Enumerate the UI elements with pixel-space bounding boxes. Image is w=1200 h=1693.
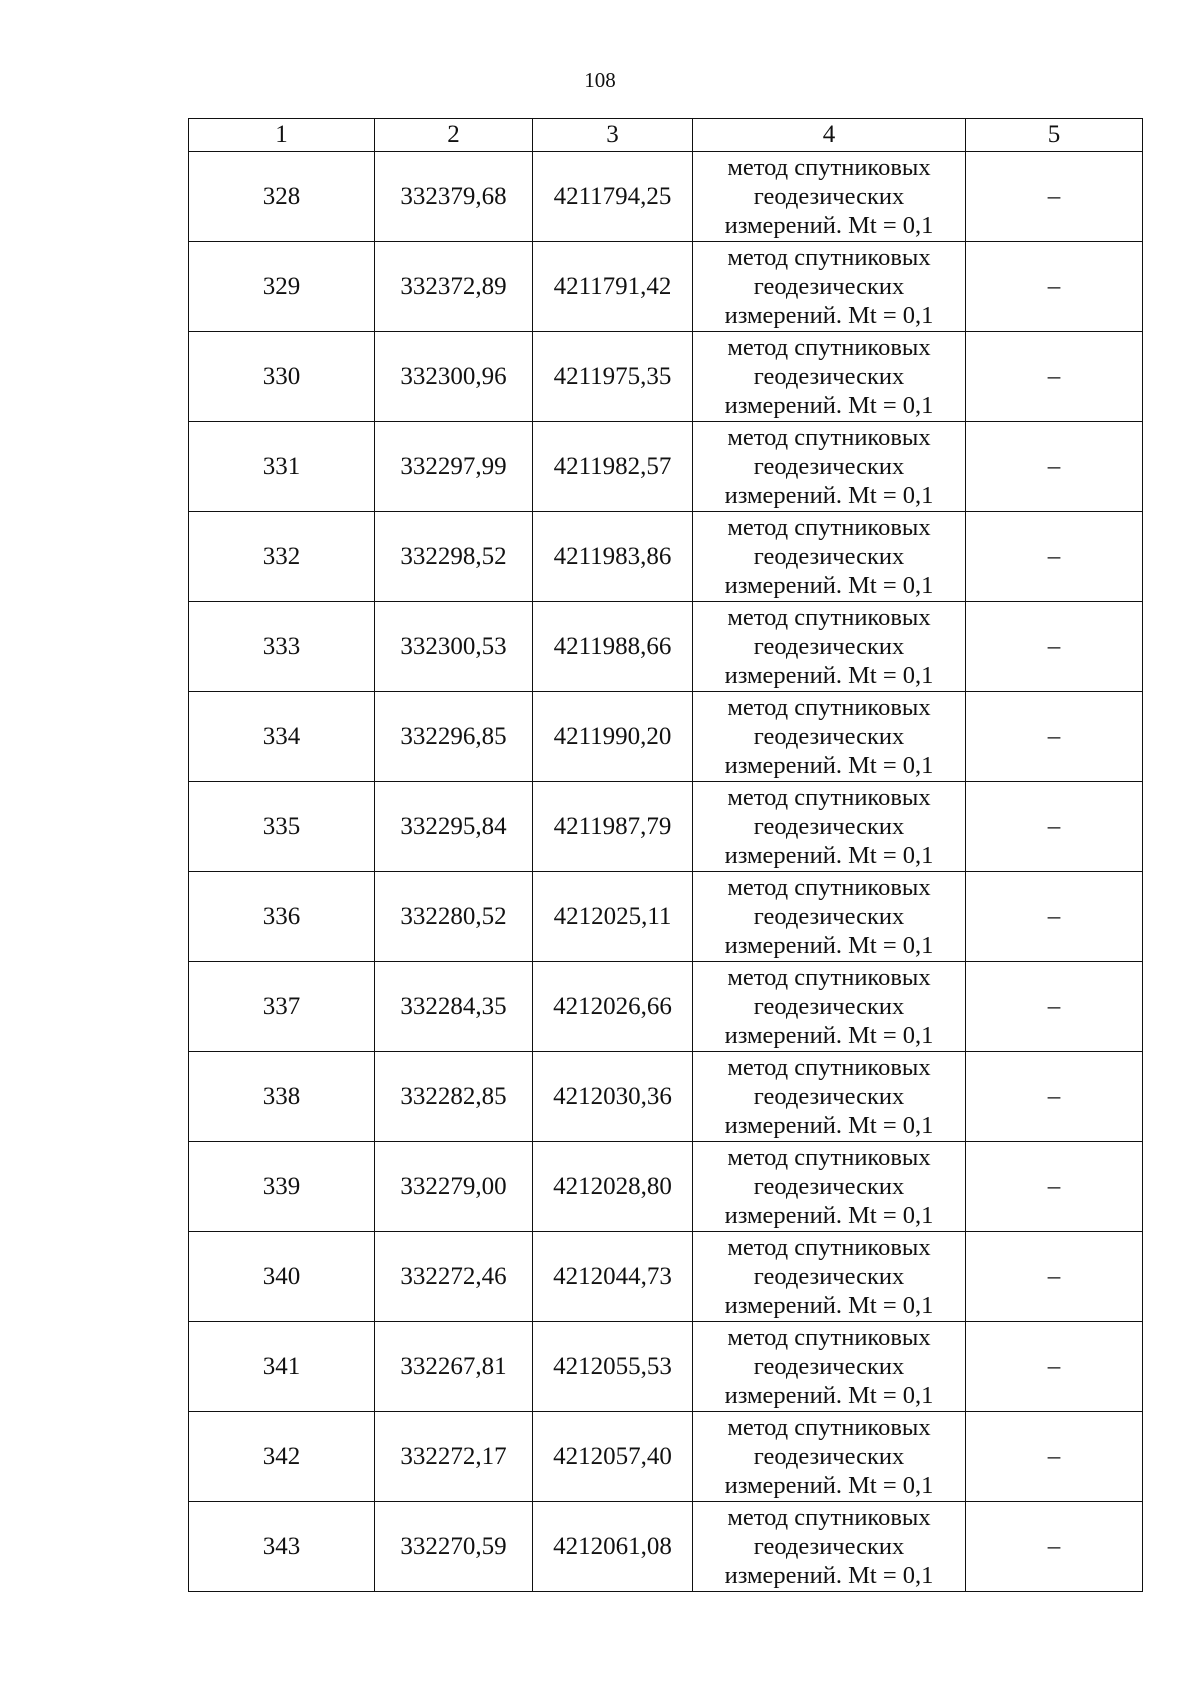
x-coordinate-cell: 332379,68 [375, 152, 533, 242]
point-number-cell: 334 [189, 692, 375, 782]
header-row [189, 119, 1143, 152]
page-number: 108 [584, 68, 616, 92]
table-row [189, 1052, 1143, 1142]
table-row [189, 242, 1143, 332]
method-cell [693, 1052, 966, 1142]
method-line: геодезических [753, 1173, 905, 1200]
method-line: метод спутниковых [727, 244, 931, 271]
y-coordinate-cell: 4211794,25 [533, 152, 693, 242]
method-cell [693, 422, 966, 512]
table-row [189, 602, 1143, 692]
note-cell: – [966, 1322, 1143, 1412]
method-line: метод спутниковых [727, 334, 931, 361]
note-cell: – [966, 332, 1143, 422]
x-coordinate-cell: 332282,85 [375, 1052, 533, 1142]
method-line: измерений. Mt = 0,1 [724, 1382, 934, 1409]
method-line: измерений. Mt = 0,1 [724, 1472, 934, 1499]
method-line: геодезических [753, 183, 905, 210]
method-cell [693, 1322, 966, 1412]
x-coordinate-cell: 332300,96 [375, 332, 533, 422]
method-line: метод спутниковых [727, 1504, 931, 1531]
table-row [189, 422, 1143, 512]
y-coordinate-cell: 4212044,73 [533, 1232, 693, 1322]
note-cell: – [966, 512, 1143, 602]
y-coordinate-cell: 4211982,57 [533, 422, 693, 512]
x-coordinate-cell: 332298,52 [375, 512, 533, 602]
point-number-cell: 338 [189, 1052, 375, 1142]
method-line: метод спутниковых [727, 424, 931, 451]
note-cell: – [966, 1232, 1143, 1322]
method-line: метод спутниковых [727, 1144, 931, 1171]
note-cell: – [966, 692, 1143, 782]
method-line: измерений. Mt = 0,1 [724, 932, 934, 959]
x-coordinate-cell: 332284,35 [375, 962, 533, 1052]
table-row [189, 962, 1143, 1052]
method-cell [693, 242, 966, 332]
method-line: измерений. Mt = 0,1 [724, 212, 934, 239]
note-cell: – [966, 422, 1143, 512]
note-cell: – [966, 152, 1143, 242]
method-line: геодезических [753, 633, 905, 660]
point-number-cell: 332 [189, 512, 375, 602]
method-cell [693, 152, 966, 242]
x-coordinate-cell: 332300,53 [375, 602, 533, 692]
table-row [189, 512, 1143, 602]
note-cell: – [966, 242, 1143, 332]
method-line: измерений. Mt = 0,1 [724, 1112, 934, 1139]
method-line: геодезических [753, 1533, 905, 1560]
method-cell [693, 1232, 966, 1322]
table-row [189, 1232, 1143, 1322]
x-coordinate-cell: 332372,89 [375, 242, 533, 332]
note-cell: – [966, 1502, 1143, 1592]
column-header-3: 3 [533, 119, 693, 152]
method-cell [693, 512, 966, 602]
method-line: измерений. Mt = 0,1 [724, 482, 934, 509]
method-line: метод спутниковых [727, 1324, 931, 1351]
y-coordinate-cell: 4211987,79 [533, 782, 693, 872]
method-line: геодезических [753, 273, 905, 300]
method-cell [693, 332, 966, 422]
method-line: измерений. Mt = 0,1 [724, 1562, 934, 1589]
y-coordinate-cell: 4211990,20 [533, 692, 693, 782]
x-coordinate-cell: 332295,84 [375, 782, 533, 872]
table-row [189, 1322, 1143, 1412]
point-number-cell: 343 [189, 1502, 375, 1592]
method-cell [693, 962, 966, 1052]
table-row [189, 872, 1143, 962]
note-cell: – [966, 1412, 1143, 1502]
point-number-cell: 337 [189, 962, 375, 1052]
method-line: геодезических [753, 1443, 905, 1470]
method-line: измерений. Mt = 0,1 [724, 1202, 934, 1229]
table-row [189, 332, 1143, 422]
y-coordinate-cell: 4212026,66 [533, 962, 693, 1052]
method-cell [693, 602, 966, 692]
method-line: геодезических [753, 993, 905, 1020]
method-cell [693, 1412, 966, 1502]
y-coordinate-cell: 4212028,80 [533, 1142, 693, 1232]
table-row [189, 1142, 1143, 1232]
point-number-cell: 340 [189, 1232, 375, 1322]
method-line: геодезических [753, 363, 905, 390]
method-line: метод спутниковых [727, 604, 931, 631]
method-line: геодезических [753, 1263, 905, 1290]
method-cell [693, 782, 966, 872]
method-line: метод спутниковых [727, 784, 931, 811]
y-coordinate-cell: 4212061,08 [533, 1502, 693, 1592]
point-number-cell: 329 [189, 242, 375, 332]
table-body [189, 152, 1143, 1592]
point-number-cell: 330 [189, 332, 375, 422]
note-cell: – [966, 1142, 1143, 1232]
y-coordinate-cell: 4211975,35 [533, 332, 693, 422]
table-row [189, 1502, 1143, 1592]
x-coordinate-cell: 332267,81 [375, 1322, 533, 1412]
method-line: измерений. Mt = 0,1 [724, 392, 934, 419]
method-line: геодезических [753, 543, 905, 570]
method-line: геодезических [753, 723, 905, 750]
method-line: измерений. Mt = 0,1 [724, 1292, 934, 1319]
method-line: геодезических [753, 453, 905, 480]
point-number-cell: 341 [189, 1322, 375, 1412]
note-cell: – [966, 872, 1143, 962]
column-header-5: 5 [966, 119, 1143, 152]
table-row [189, 152, 1143, 242]
y-coordinate-cell: 4212030,36 [533, 1052, 693, 1142]
method-line: метод спутниковых [727, 1234, 931, 1261]
point-number-cell: 328 [189, 152, 375, 242]
method-line: метод спутниковых [727, 694, 931, 721]
y-coordinate-cell: 4212055,53 [533, 1322, 693, 1412]
table-row [189, 782, 1143, 872]
column-header-1: 1 [189, 119, 375, 152]
point-number-cell: 331 [189, 422, 375, 512]
x-coordinate-cell: 332296,85 [375, 692, 533, 782]
x-coordinate-cell: 332280,52 [375, 872, 533, 962]
method-line: метод спутниковых [727, 874, 931, 901]
method-line: измерений. Mt = 0,1 [724, 662, 934, 689]
method-line: метод спутниковых [727, 964, 931, 991]
y-coordinate-cell: 4211988,66 [533, 602, 693, 692]
x-coordinate-cell: 332272,17 [375, 1412, 533, 1502]
column-header-4: 4 [693, 119, 966, 152]
method-line: измерений. Mt = 0,1 [724, 302, 934, 329]
y-coordinate-cell: 4212057,40 [533, 1412, 693, 1502]
y-coordinate-cell: 4211983,86 [533, 512, 693, 602]
method-line: геодезических [753, 1083, 905, 1110]
point-number-cell: 342 [189, 1412, 375, 1502]
x-coordinate-cell: 332297,99 [375, 422, 533, 512]
method-line: метод спутниковых [727, 514, 931, 541]
method-line: геодезических [753, 1353, 905, 1380]
method-cell [693, 1142, 966, 1232]
y-coordinate-cell: 4211791,42 [533, 242, 693, 332]
column-header-2: 2 [375, 119, 533, 152]
note-cell: – [966, 962, 1143, 1052]
method-cell [693, 1502, 966, 1592]
y-coordinate-cell: 4212025,11 [533, 872, 693, 962]
note-cell: – [966, 1052, 1143, 1142]
table-row [189, 1412, 1143, 1502]
point-number-cell: 339 [189, 1142, 375, 1232]
point-number-cell: 336 [189, 872, 375, 962]
method-line: измерений. Mt = 0,1 [724, 752, 934, 779]
point-number-cell: 335 [189, 782, 375, 872]
method-line: метод спутниковых [727, 1054, 931, 1081]
method-line: метод спутниковых [727, 154, 931, 181]
method-line: геодезических [753, 903, 905, 930]
method-line: измерений. Mt = 0,1 [724, 1022, 934, 1049]
x-coordinate-cell: 332272,46 [375, 1232, 533, 1322]
table-header [189, 119, 1143, 152]
point-number-cell: 333 [189, 602, 375, 692]
method-cell [693, 692, 966, 782]
note-cell: – [966, 782, 1143, 872]
method-line: геодезических [753, 813, 905, 840]
x-coordinate-cell: 332279,00 [375, 1142, 533, 1232]
method-cell [693, 872, 966, 962]
table-row [189, 692, 1143, 782]
method-line: измерений. Mt = 0,1 [724, 842, 934, 869]
x-coordinate-cell: 332270,59 [375, 1502, 533, 1592]
method-line: измерений. Mt = 0,1 [724, 572, 934, 599]
note-cell: – [966, 602, 1143, 692]
coordinates-table [188, 118, 1143, 1592]
method-line: метод спутниковых [727, 1414, 931, 1441]
